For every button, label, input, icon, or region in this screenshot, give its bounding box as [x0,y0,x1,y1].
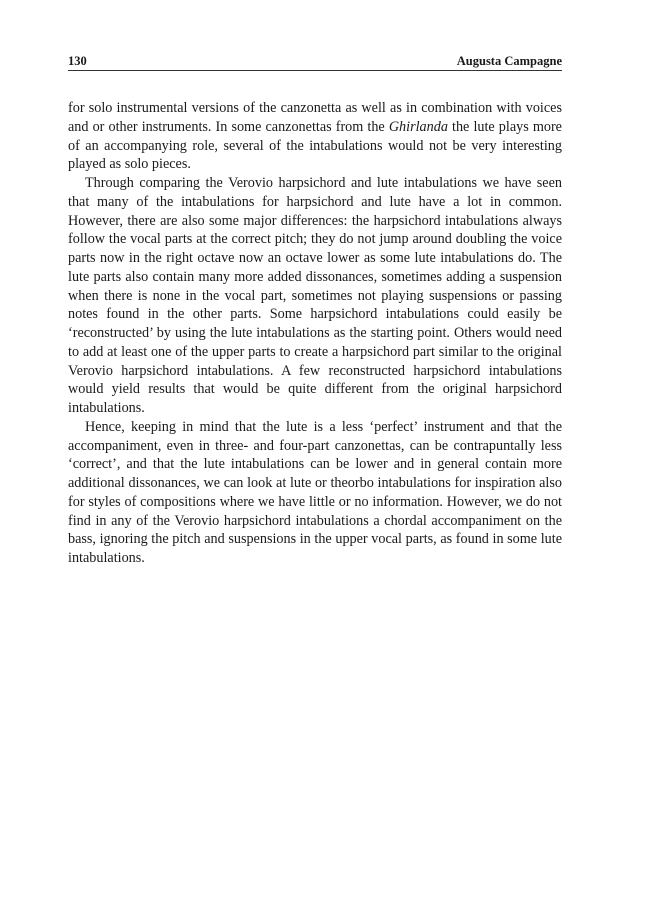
running-head-author: Augusta Campagne [456,54,562,68]
paragraph-1-text-b: the lute plays more of an accompanying role, several of the intabulations would not be very interesting played as solo pieces. [68,118,562,173]
paragraph-1 [68,99,562,174]
page-number: 130 [68,54,87,68]
paragraph-1-text-a: for solo instrumental versions of the canzonetta as well as in combination with voices and or other instruments. In some canzonettas from the [68,100,562,135]
running-head [68,54,562,71]
italic-title-ghirlanda: Ghirlanda [388,118,448,135]
body-text [68,99,562,568]
paragraph-3: Hence, keeping in mind that the lute is a less ‘perfect’ instrument and that the accompaniment, even in three- and four-part canzonettas, can be contrapuntally less ‘correct’, and that the lute intabulations can be lower and in general contain more additional dissonances, we can look at lute or theorbo intabulations for inspiration also for styles of compositions where we have little or no information. However, we do not find in any of the Verovio harpsichord intabulations a chordal accompaniment on the bass, ignoring the pitch and suspensions in the upper vocal parts, as found in some lute intabulations. [68,418,562,566]
paragraph-2: Through comparing the Verovio harpsichord and lute intabulations we have seen that many of the intabulations for harpsichord and lute have a lot in common. However, there are also some major differences: the harpsichord intabulations always follow the vocal parts at the correct pitch; they do not jump around doubling the voice parts now in the right octave now an octave lower as some lute intabulations do. The lute parts also contain many more added dissonances, sometimes adding a suspension when there is none in the vocal part, sometimes not playing suspensions or passing notes found in the other parts. Some harpsichord intabulations could easily be ‘reconstructed’ by using the lute intabulations as the starting point. Others would need to add at least one of the upper parts to create a harpsichord part similar to the original Verovio harpsichord intabulations. A few reconstructed harpsichord intabulations would yield results that would be quite different from the original harpsichord intabulations. [68,175,562,416]
